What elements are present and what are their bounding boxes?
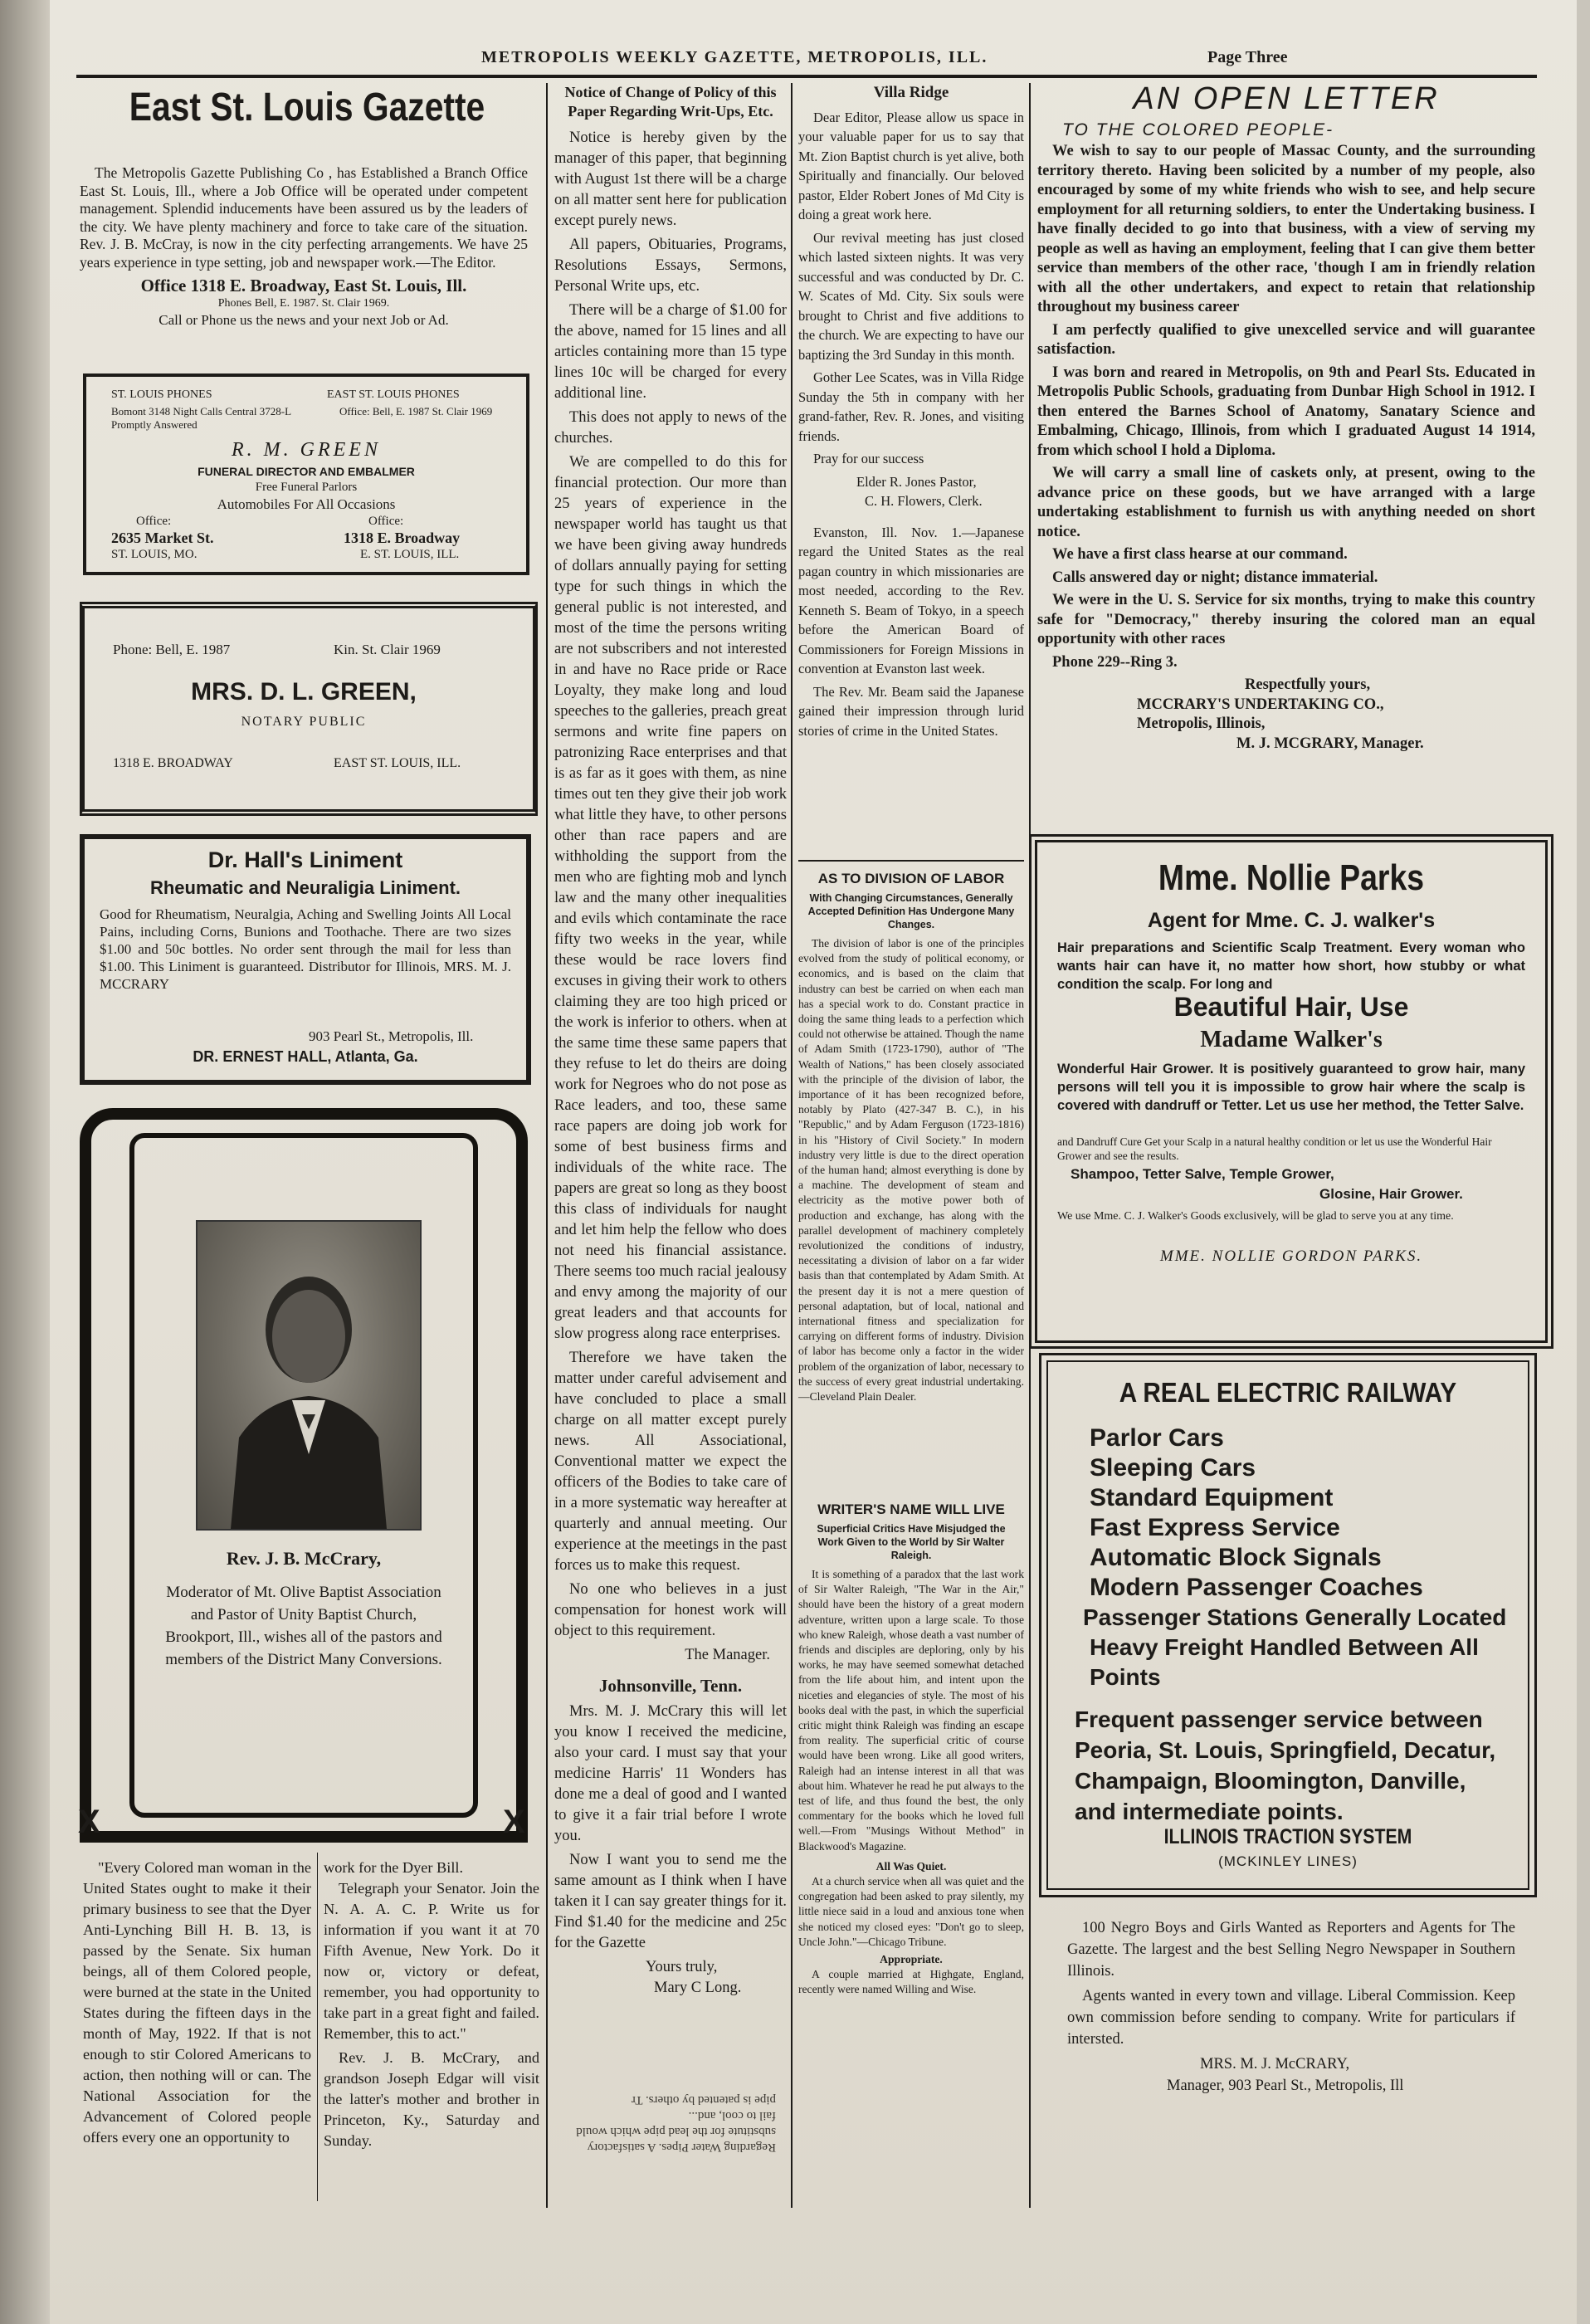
agents-body: 100 Negro Boys and Girls Wanted as Reporters and Agents for The Gazette. The largest and the best Selling Negro Newspaper in Southern Illinois. [1067,1920,1515,1980]
column-rule [546,83,548,2208]
open-p2: I am perfectly qualified to give unexcelled service and will guarantee satisfaction. [1037,321,1535,358]
open-sig4: M. J. MCGRARY, Manager. [1236,735,1424,752]
office-label-left: Office: [136,515,172,528]
railway-features [1083,1423,1529,1692]
johnsonville-sig1: Yours truly, [646,1959,718,1975]
portrait-ad [80,1108,528,1843]
policy-p5: We are compelled to do this for financial protection. Our more than 25 years of experience in the newspaper world has taught us that we have been giving away hundreds of dollars annually paying for setting type for such things in which the general public is not interested, and most of the time the persons writing are not subscribers and not interested in and have no Race pride or Race Loyalty, they make long and loud speeches to the galleries, preach great sermons and write fine papers on patronizing Race enterprises and that is as far as it goes with them, as nine times out ten they give their job work what little they have, to other persons other than race papers and are withholding the support from the men who are fighting mob and lynch law and the many other inequalities and evils which contaminate the race fifty two weeks in the year, while these would be race lovers find excuses in giving their work to others claiming they are too high priced or the work is inferior to others. when at the same time these same papers that they refuse to let do theirs are doing work for Negroes who do not pose as Race leaders, and too, these same race papers are doing job work for some of best business firms and individuals of the white race. The papers are great so long as they boost this class of individuals for naught and let him help the fellow who does not need his financial assistance. There seems too much racial jealousy and envy among the majority of our great leaders and that accounts for slow progress along race enterprises. [554,454,787,1342]
green-automobiles: Automobiles For All Occasions [217,496,396,512]
writer-body: It is something of a paradox that the last work of Sir Walter Raleigh, "The War in the Air," should have been the history of a great modern adventure, written upon a large scale. To those who knew Raleigh, whose death a vast number of friends and disciples are deploring, only by his works, he may have seemed somewhat detached from the life about him, and intent upon the niceties and elegancies of style. The most of his books deal with the past, in which the superficial critic might think Raleigh was finding an escape from reality. The superficial critic of course would have been wrong. Like all good writers, Raleigh had an intense interest in all that was about him. Whatever he read he put always to the test of life, and thus found the best, the only commentary for the books which he loved full well.—From "Musings Without Method" in Blackwood's Magazine. [798,1568,1024,1853]
policy-signature: The Manager. [685,1647,770,1663]
open-p6: Calls answered day or night; distance immaterial. [1052,569,1378,586]
railway-feature: Standard Equipment [1090,1484,1334,1511]
railway-feature: Modern Passenger Coaches [1090,1574,1423,1601]
policy-p3: There will be a charge of $1.00 for the above, named for 15 lines and all articles containing more than 15 type lines 10c will be charged for every additional line. [554,302,787,402]
naacp-article [83,1858,311,2151]
railway-feature: Automatic Block Signals [1090,1544,1382,1571]
open-sig1: Respectfully yours, [1245,676,1371,693]
green-funeral-ad [83,374,529,575]
agents-sig1: MRS. M. J. McCRARY, [1200,2056,1350,2073]
open-letter [1037,81,1535,754]
agents-sig2: Manager, 903 Pearl St., Metropolis, Ill [1167,2077,1404,2094]
gazette-article [80,164,528,330]
parks-body2: Wonderful Hair Grower. It is positively guaranteed to grow hair, many persons will tell you it is impossible to grow hair where the scalp is covered with dandruff or Tetter. Let us use her method, the Tetter Salve. [1057,1062,1525,1113]
hall-subhead: Rheumatic and Neuraligia Liniment. [149,877,461,898]
evanston-p2: The Rev. Mr. Beam said the Japanese gained their impression through lurid stories of crime in the United States. [798,683,1024,739]
parks-body: Hair preparations and Scientific Scalp Treatment. Every woman who wants hair can have it, no matter how short, how stubby or what condition the scalp. For long and [1057,940,1525,992]
green-name: R. M. GREEN [232,439,381,461]
naacp-p2: Telegraph your Senator. Join the N. A. A. C. P. Write us for information if you want it at 70 Fifth Avenue, New York. Do it now or, victory or defeat, remember, you had opportunity to take part in a great fight and failed. Remember, this to act." [324,1880,539,2042]
railway-feature: Parlor Cars [1090,1424,1224,1452]
open-p3: I was born and reared in Metropolis, on 9th and Pearl Sts. Educated in Metropolis Public Schools, graduating from Dunbar High School in 1912. I then entered the Barnes School of Anatomy, Sanatary Science and Embalming, Chicago, Illinois, from which I graduated August 14 1914, from which school I hold a Diploma. [1037,364,1535,459]
labor-article [798,870,1024,1407]
upside-down-line2: pipe is patented by others. Tr [631,2093,776,2107]
green-free-parlors: Free Funeral Parlors [255,481,358,494]
parks-ad [1029,834,1553,1349]
gazette-call: Call or Phone us the news and your next Job or Ad. [159,312,449,328]
gazette-body: The Metropolis Gazette Publishing Co , has Established a Branch Office East St. Louis, Ill., where a Job Office will be operated under competent management. Splendid inducements have been assured us by the leaders of the city. We have plenty machinery and force to take care of the situation. Rev. J. B. McCray, is now in the city perfecting arrangements. We have 25 years experience in type setting, job and newspaper work.—The Editor. [80,164,528,271]
section-rule [798,860,1024,862]
x-mark-right: X [503,1804,525,1840]
villa-p3: Gother Lee Scates, was in Villa Ridge Sunday the 5th in company with her grand-father, Rev. R. Jones, and visiting friends. [798,369,1024,444]
villa-sig2: C. H. Flowers, Clerk. [865,493,983,509]
parks-beautiful-hair: Beautiful Hair, Use [1173,992,1409,1022]
policy-p1: Notice is hereby given by the manager of this paper, that beginning with August 1st there will be a charge on all matter sent here for publication except purely news. [554,129,787,229]
naacp-continued [324,1858,539,2155]
appropriate-headline: Appropriate. [880,1953,943,1966]
office-city-left: ST. LOUIS, MO. [111,548,198,561]
open-letter-body [1037,142,1535,754]
page-number: Page Three [1207,48,1288,66]
policy-p2: All papers, Obituaries, Programs, Resolutions Essays, Sermons, Personal Write ups, etc. [554,237,787,295]
labor-headline: AS TO DIVISION OF LABOR [817,871,1005,886]
est-phone-numbers: Office: Bell, E. 1987 St. Clair 1969 [339,405,493,417]
hall-address: 903 Pearl St., Metropolis, Ill. [309,1028,474,1044]
labor-subhead: With Changing Circumstances, Generally Accepted Definition Has Undergone Many Changes. [807,892,1015,930]
writer-headline: WRITER'S NAME WILL LIVE [817,1501,1005,1517]
stl-phone-numbers: Bomont 3148 Night Calls Central 3728-L Promptly Answered [111,405,291,431]
railway-feature: Heavy Freight Handled Between All Points [1090,1634,1479,1690]
open-letter-to: TO THE COLORED PEOPLE- [1062,120,1334,139]
upside-down-line1: Regarding Water Pipes. A satisfactory substitute for the lead pipe which would fail to cool, and... [576,2109,776,2154]
open-p4: We will carry a small line of caskets only, at present, owing to the advance price on these goods, but we have arranged with a large undertaking establishment to furnish us with anything needed on short notice. [1037,465,1535,540]
policy-p4: This does not apply to news of the churches. [554,409,787,447]
villa-sig1: Elder R. Jones Pastor, [856,473,977,490]
railway-feature: Sleeping Cars [1090,1454,1256,1482]
johnsonville-p2: Now I want you to send me the same amount as I think when I have taken it I can say greater things for it. Find $1.40 for the medicine and 25c for the Gazette [554,1852,787,1951]
newspaper-page [50,0,1577,2324]
parks-headline: Mme. Nollie Parks [1158,857,1425,898]
villa-p4: Pray for our success [813,451,924,466]
hall-headline: Dr. Hall's Liniment [207,847,403,872]
railway-headline: A REAL ELECTRIC RAILWAY [1119,1377,1457,1408]
notary-name: MRS. D. L. GREEN, [191,678,417,706]
railway-ad [1039,1353,1537,1897]
office-label-right: Office: [368,515,404,528]
railway-lines: (MCKINLEY LINES) [1218,1853,1358,1869]
villa-p2: Our revival meeting has just closed which lasted sixteen nights. It was very successful and was conducted by Dr. C. W. Scates of Md. City. Six souls were brought to Christ and five additions to the church. We are expecting to have our baptizing the 3rd Sunday in this month. [798,229,1024,363]
railway-feature: Fast Express Service [1090,1514,1340,1541]
hall-signature: DR. ERNEST HALL, Atlanta, Ga. [193,1048,418,1065]
open-letter-headline: AN OPEN LETTER [1133,81,1440,116]
johnsonville-sig2: Mary C Long. [654,1980,742,1996]
green-role: FUNERAL DIRECTOR AND EMBALMER [198,465,415,478]
office-address-right: 1318 E. Broadway [344,530,461,546]
hall-body: Good for Rheumatism, Neuralgia, Aching and Swelling Joints All Local Pains, including Corns, Bunions and Toothache. There are two sizes $1.00 and 50c bottles. No order sent through the mail for less than $1.00. This Liniment is guaranteed. Distributor for Illinois, MRS. M. J. MCCRARY [100,906,511,992]
open-p5: We have a first class hearse at our command. [1052,546,1348,563]
open-sig3: Metropolis, Illinois, [1137,715,1266,732]
stl-phones-label: ST. LOUIS PHONES [111,388,212,401]
open-p7: We were in the U. S. Service for six months, trying to make this country safe for "Democracy," thereby insuring the colored man an equal opportunity with other races [1037,592,1535,647]
quiet-headline: All Was Quiet. [875,1859,947,1872]
evanston-body: Evanston, Ill. Nov. 1.—Japanese regard the United States as the real pagan country in which missionaries are most needed, according to the Rev. Kenneth S. Beam of Tokyo, in a speech before the American Board of Commissioners for Foreign Missions in convention at Evanston last week. [798,524,1024,676]
notary-phone-left: Phone: Bell, E. 1987 [113,642,231,657]
office-address-left: 2635 Market St. [111,530,214,546]
portrait-figure [198,1222,420,1529]
upside-down-text [560,2092,776,2155]
labor-body: The division of labor is one of the principles evolved from the study of political economy, or economics, and is based on the claim that industry can best be carried on when each man has a special work to do. Constant practice in doing the same thing leads to a perfection which could not otherwise be attained. Though the name of Adam Smith (1723-1790), author of "The Wealth of Nations," has been closely associated with the principle of the division of labor, the importance of it has been recognized before, notably by Plato (427-347 B. C.), in his "Republic," and by Adam Ferguson (1723-1816) in his "History of Civil Society." In modern industry very little is due to the direct operation of the human hand; almost everything is done by a machine. The development of steam and electricity as the motive power both of production and exchange, has along with the parallel development of machinery completely revolutionized the conditions of industry, necessitating a division of labor on a far wider basis than that contemplated by Adam Smith. At the present day it is not a mere question of personal adaptation, but of local, national and international fitness and specialization for carrying on different forms of industry. Division of labor has become only a factor in the wider problem of the organization of labor, necessary to the success of every great industrial undertaking.—Cleveland Plain Dealer. [798,937,1024,1404]
naacp-cont: work for the Dyer Bill. [324,1859,464,1876]
parks-body3: and Dandruff Cure Get your Scalp in a natural healthy condition or let us use the Wonderful Hair Grower and see the results. [1057,1135,1492,1162]
policy-p6: Therefore we have taken the matter under careful advisement and have concluded to place a small charge on all matter except purely news. All Associational, Conventional matter we expect the officers of the Bodies to take care of in a more systematic way hereafter at quarterly and annual meeting. Our experience at the meetings in the past forces us to make this request. [554,1350,787,1574]
agents-p2: Agents wanted in every town and village. Liberal Commission. Keep own commission before sending to company. Write for particulars if intersted. [1067,1988,1515,2048]
gazette-phones: Phones Bell, E. 1987. St. Clair 1969. [217,297,390,310]
parks-products2: Glosine, Hair Grower. [1319,1186,1463,1202]
open-phone: Phone 229--Ring 3. [1052,653,1178,671]
mccrary-visit: Rev. J. B. McCrary, and grandson Joseph Edgar will visit the latter's mother and brother in Princeton, Ky., Saturday and Sunday. [324,2049,539,2149]
masthead-rule [76,75,1537,78]
gazette-headline: East St. Louis Gazette [129,85,485,129]
parks-madame: Madame Walker's [1200,1027,1383,1052]
writer-article [798,1501,1024,2000]
portrait-name: Rev. J. B. McCrary, [226,1548,382,1569]
johnsonville-headline: Johnsonville, Tenn. [598,1676,743,1696]
notary-phone-right: Kin. St. Clair 1969 [334,642,441,657]
villa-headline: Villa Ridge [873,84,949,101]
policy-p7: No one who believes in a just compensation for honest work will object to this requirement. [554,1581,787,1639]
writer-subhead: Superficial Critics Have Misjudged the Work Given to the World by Sir Walter Raleigh. [817,1523,1006,1561]
quiet-body: At a church service when all was quiet and the congregation had been asked to pray silently, my little niece said in a loud and anxious tone when she noticed my closed eyes: "Don't go to sleep, Uncle John."—Chicago Tribune. [798,1875,1024,1948]
johnsonville-body: Mrs. M. J. McCrary this will let you know I received the medicine, also your card. I must say that your medicine Harris' 11 Wonders has done me a deal of good and I wanted to give it a fair trial before I wrote you. [554,1703,787,1844]
open-sig2: MCCRARY'S UNDERTAKING CO., [1137,696,1384,713]
policy-headline: Notice of Change of Policy of this Paper Regarding Writ-Ups, Etc. [564,84,777,120]
est-phones-label: EAST ST. LOUIS PHONES [327,388,460,401]
open-p1: We wish to say to our people of Massac County, and the surrounding territory thereto. Having been solicited by a number of my people, also encouraged by some of my white friends who wish to see, and help secure employment for all returning soldiers, to enter the Undertaking business. I have finally decided to go into that business, with a view of serving my people as well as having an employment, feeling that I can give them better service than members of the other race, 'though I am in friendly relation with all the other undertakers, and expect to retain that relationship throughout my business career [1037,143,1535,315]
parks-agent: Agent for Mme. C. J. walker's [1147,909,1436,932]
x-mark-left: X [78,1804,100,1840]
notary-ad [80,602,538,816]
portrait-caption: Moderator of Mt. Olive Baptist Association and Pastor of Unity Baptist Church, Brookport, Ill., wishes all of the pastors and members of the District Many Conversions. [165,1584,442,1668]
notary-role: NOTARY PUBLIC [241,715,367,729]
parks-note: We use Mme. C. J. Walker's Goods exclusively, will be glad to serve you at any time. [1057,1210,1454,1223]
parks-products: Shampoo, Tetter Salve, Temple Grower, [1071,1166,1334,1182]
portrait-photo [196,1220,422,1531]
parks-signature: MME. NOLLIE GORDON PARKS. [1159,1247,1423,1265]
appropriate-body: A couple married at Highgate, England, recently were named Willing and Wise. [798,1968,1024,1996]
naacp-body: "Every Colored man woman in the United States ought to make it their primary business to see that the Dyer Anti-Lynching Bill H. B. 13, is passed by the Senate. Six human beings, all of them Colored people, were burned at the state in the United States during the fifteen days in the month of May, 1922. If that is not enough to stir Colored Americans to action, then nothing will or can. The National Association for the Advancement of Colored people offers every one an opportunity to [83,1859,311,2146]
railway-name: ILLINOIS TRACTION SYSTEM [1163,1825,1412,1848]
railway-frequent: Frequent passenger service between Peoria, St. Louis, Springfield, Decatur, Champaign, Bloomington, Danville, and intermediate points. [1075,1706,1496,1824]
office-city-right: E. ST. LOUIS, ILL. [360,548,460,561]
notary-address: 1318 E. BROADWAY [113,756,233,770]
column-rule [791,83,793,2208]
villa-ridge-article [798,83,1024,744]
railway-feature: Passenger Stations Generally Located [1083,1604,1507,1630]
hall-liniment-ad [80,834,531,1085]
masthead-title: METROPOLIS WEEKLY GAZETTE, METROPOLIS, ILL. [481,48,988,66]
agents-wanted [1067,1917,1515,2097]
gazette-office: Office 1318 E. Broadway, East St. Louis, Ill. [140,276,467,295]
naacp-divider [317,1853,318,2201]
notary-city: EAST ST. LOUIS, ILL. [334,756,461,770]
page-edge [0,0,50,2324]
villa-body: Dear Editor, Please allow us space in your valuable paper for us to say that Mt. Zion Baptist church is yet alive, both Spiritually and financially. Our beloved pastor, Elder Robert Jones of Md City is doing a great work here. [798,109,1024,222]
policy-notice [554,83,787,1999]
